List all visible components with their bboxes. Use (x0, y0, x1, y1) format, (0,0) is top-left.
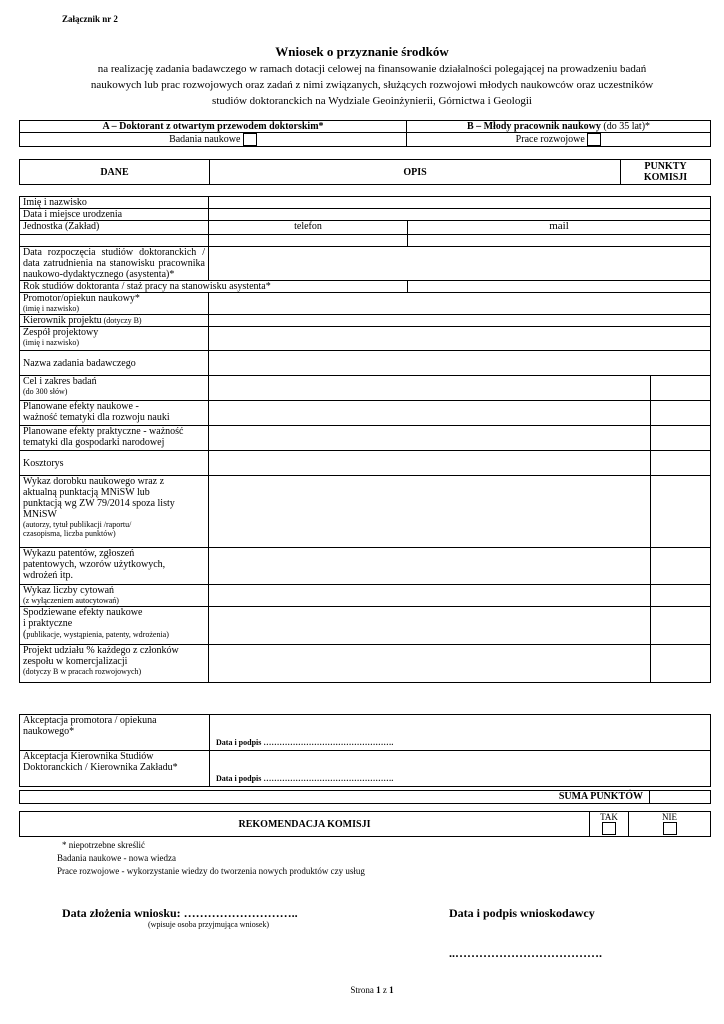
category-a-title: A – Doktorant z otwartym przewodem doktorskim* (20, 121, 407, 133)
row-expected-points[interactable] (651, 607, 711, 645)
row-costs-label: Kosztorys (20, 451, 209, 476)
data-table (19, 196, 711, 683)
recommendation-table (19, 811, 711, 837)
submission-date-note: (wpisuje osoba przyjmująca wniosek) (148, 920, 270, 929)
row-sci-effects-points[interactable] (651, 401, 711, 426)
applicant-sign-line[interactable]: ..………………………………. (449, 946, 602, 960)
row-patents-label: Wykazu patentów, zgłoszeń patentowych, wzorów użytkowych, wdrożeń itp. (20, 548, 209, 585)
row-mail-label[interactable]: mail (408, 221, 711, 235)
row-name-value[interactable] (209, 197, 711, 209)
columns-header (19, 159, 711, 185)
note-research: Badania naukowe - nowa wiedza (57, 853, 176, 863)
acceptance-table (19, 714, 711, 787)
row-manager-value[interactable] (209, 315, 711, 327)
row-pubs-value[interactable] (209, 476, 651, 548)
checkbox-research[interactable] (243, 133, 257, 146)
row-prac-effects-points[interactable] (651, 426, 711, 451)
row-name-label: Imię i nazwisko (20, 197, 209, 209)
attachment-label: Załącznik nr 2 (62, 14, 118, 24)
checkbox-development[interactable] (587, 133, 601, 146)
row-phone-label[interactable]: telefon (209, 221, 408, 235)
checkbox-yes[interactable] (602, 822, 616, 835)
row-task-name-value[interactable] (209, 351, 711, 376)
row-citations-value[interactable] (209, 585, 651, 607)
category-a-option: Badania naukowe (20, 133, 407, 147)
row-task-name-label: Nazwa zadania badawczego (20, 351, 209, 376)
recommendation-label: REKOMENDACJA KOMISJI (20, 812, 590, 837)
row-goal-label: Cel i zakres badań (do 300 słów) (20, 376, 209, 401)
row-birth-label: Data i miejsce urodzenia (20, 209, 209, 221)
row-citations-points[interactable] (651, 585, 711, 607)
row-expected-value[interactable] (209, 607, 651, 645)
row-sci-effects-value[interactable] (209, 401, 651, 426)
category-b-title: B – Młody pracownik naukowy (do 35 lat)* (407, 121, 711, 133)
row-promoter-label: Promotor/opiekun naukowy* (imię i nazwisko) (20, 293, 209, 315)
category-b-option: Prace rozwojowe (407, 133, 711, 147)
recommendation-no: NIE (629, 812, 711, 837)
acceptance-head-sign[interactable]: Data i podpis …………………………………………. (210, 751, 711, 787)
acceptance-promoter-sign[interactable]: Data i podpis …………………………………………. (210, 715, 711, 751)
sum-points-value[interactable] (650, 791, 711, 804)
row-share-points[interactable] (651, 645, 711, 683)
applicant-sign-label: Data i podpis wnioskodawcy (449, 906, 595, 920)
recommendation-yes: TAK (590, 812, 629, 837)
row-start-date-value[interactable] (209, 247, 711, 281)
column-punkty: PUNKTY KOMISJI (621, 160, 711, 185)
row-promoter-value[interactable] (209, 293, 711, 315)
sum-table (19, 790, 711, 804)
row-unit-label: Jednostka (Zakład) (20, 221, 209, 235)
acceptance-head-label: Akceptacja Kierownika Studiów Doktoranckich / Kierownika Zakładu* (20, 751, 210, 787)
row-mail-value[interactable] (408, 235, 711, 247)
row-costs-points[interactable] (651, 451, 711, 476)
row-goal-points[interactable] (651, 376, 711, 401)
row-prac-effects-label: Planowane efekty praktyczne - ważność tematyki dla gospodarki narodowej (20, 426, 209, 451)
submission-date-label[interactable]: Data złożenia wniosku: ……………………….. (62, 906, 298, 920)
row-goal-value[interactable] (209, 376, 651, 401)
row-share-label: Projekt udziału % każdego z członków zespołu w komercjalizacji (dotyczy B w pracach rozwojowych) (20, 645, 209, 683)
row-pubs-label: Wykaz dorobku naukowego wraz z aktualną punktacją MNiSW lub punktacją wg ZW 79/2014 spoza listy MNiSW (autorzy, tytuł publikacji /raportu/ czasopisma, liczba punktów) (20, 476, 209, 548)
row-patents-value[interactable] (209, 548, 651, 585)
row-start-date-label: Data rozpoczęcia studiów doktoranckich / data zatrudnienia na stanowisku pracownika naukowo-dydaktycznego (asystenta)* (20, 247, 209, 281)
row-prac-effects-value[interactable] (209, 426, 651, 451)
category-table (19, 120, 711, 147)
row-team-label: Zespół projektowy (imię i nazwisko) (20, 327, 209, 351)
row-phone-value[interactable] (209, 235, 408, 247)
note-development: Prace rozwojowe - wykorzystanie wiedzy do tworzenia nowych produktów czy usług (57, 866, 365, 876)
row-birth-value[interactable] (209, 209, 711, 221)
note-strike: * niepotrzebne skreślić (62, 840, 145, 850)
row-patents-points[interactable] (651, 548, 711, 585)
checkbox-no[interactable] (663, 822, 677, 835)
row-sci-effects-label: Planowane efekty naukowe - ważność tematyki dla rozwoju nauki (20, 401, 209, 426)
row-pubs-points[interactable] (651, 476, 711, 548)
row-costs-value[interactable] (209, 451, 651, 476)
page-number: Strona 1 z 1 (350, 985, 394, 995)
form-title: Wniosek o przyznanie środków (275, 44, 449, 59)
row-unit-extra (20, 235, 209, 247)
form-subtitle: na realizację zadania badawczego w ramach dotacji celowej na finansowanie działalności polegającej na prowadzeniu badań naukowych lub prac rozwojowych oraz zadań z nimi związanych, służących rozwojowi młodych naukowców oraz uczestników studiów doktoranckich na Wydziale Geoinżynierii, Górnictwa i Geologii (90, 63, 654, 107)
column-opis: OPIS (210, 160, 621, 185)
row-manager-label: Kierownik projektu (dotyczy B) (20, 315, 209, 327)
row-year-label: Rok studiów doktoranta / staż pracy na stanowisku asystenta* (20, 281, 408, 293)
acceptance-promoter-label: Akceptacja promotora / opiekuna naukowego* (20, 715, 210, 751)
row-citations-label: Wykaz liczby cytowań (z wyłączeniem autocytowań) (20, 585, 209, 607)
row-year-value[interactable] (408, 281, 711, 293)
row-expected-label: Spodziewane efekty naukowe i praktyczne (publikacje, wystąpienia, patenty, wdrożenia) (20, 607, 209, 645)
row-team-value[interactable] (209, 327, 711, 351)
sum-points-label: SUMA PUNKTÓW (20, 791, 650, 804)
column-dane: DANE (20, 160, 210, 185)
row-share-value[interactable] (209, 645, 651, 683)
